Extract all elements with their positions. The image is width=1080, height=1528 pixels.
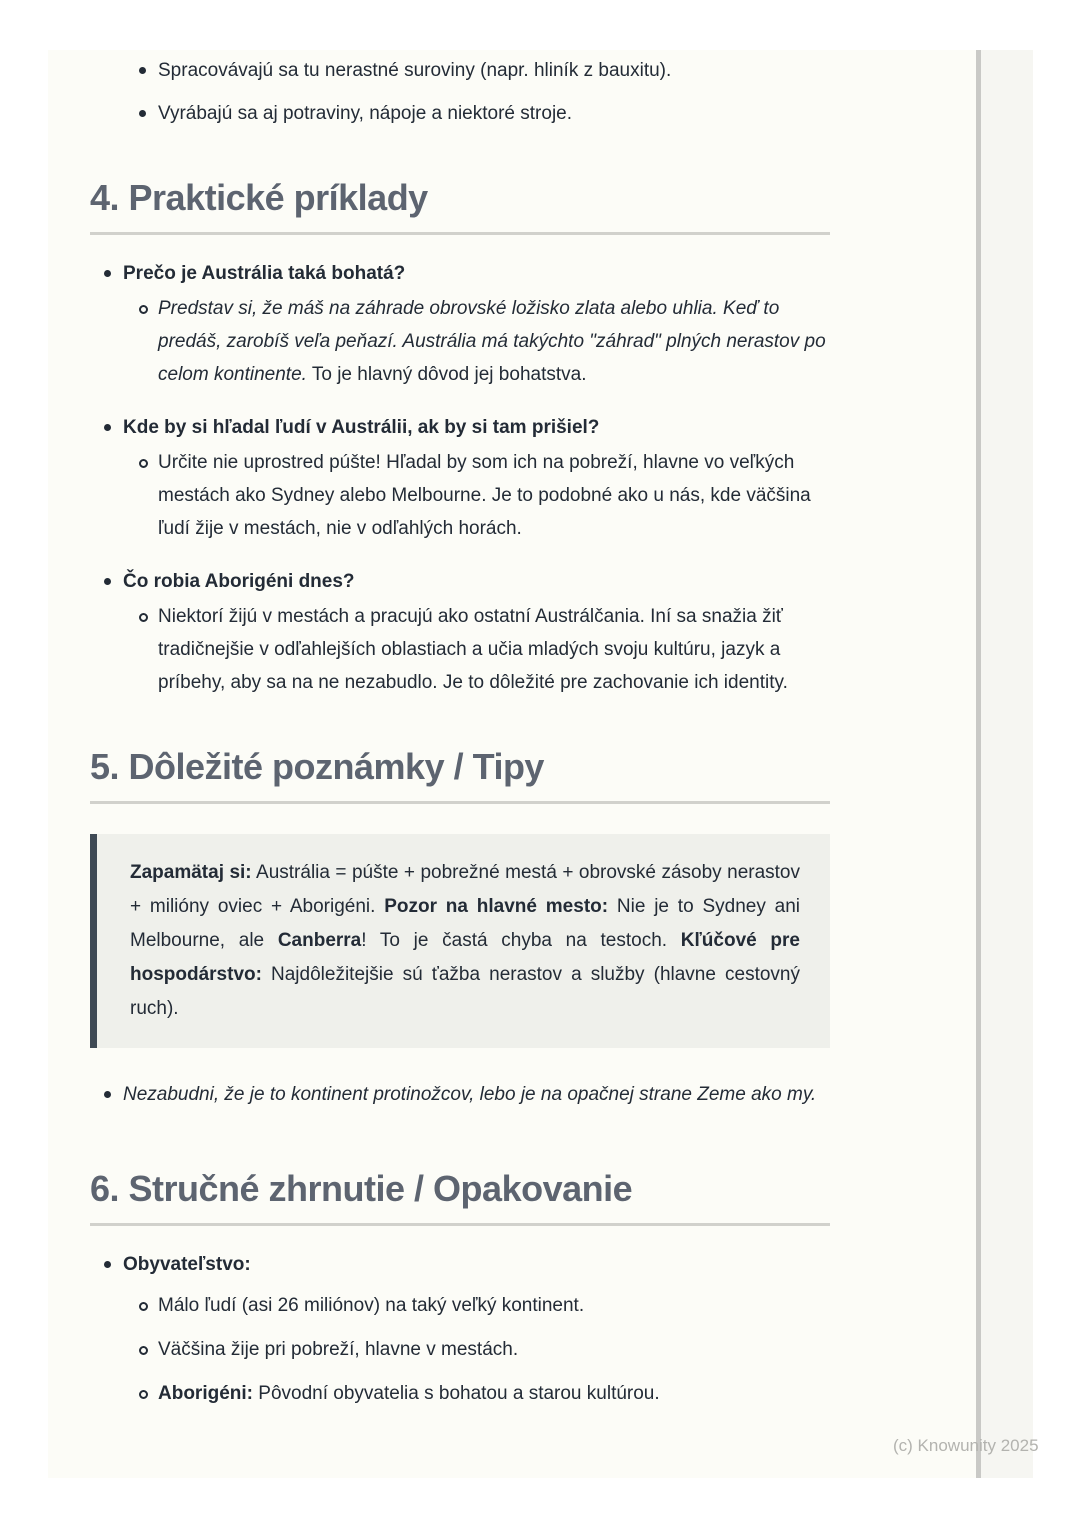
summary-point: [90, 1333, 830, 1366]
section-heading-5: 5. Dôležité poznámky / Tipy: [90, 746, 544, 787]
callout-run: Najdôležitejšie sú ťažba nerastov a služby (hlavne cestovný ruch).: [130, 964, 800, 1019]
section-divider: [90, 232, 830, 235]
document-content: [48, 50, 976, 1410]
circle-icon: [139, 446, 158, 468]
bullet-icon: [104, 411, 123, 431]
answer-italic: Predstav si, že máš na záhrade obrovské ložisko zlata alebo uhlia. Keď to predáš, zarobíš veľa peňazí. Austrália má takýchto "záhrad" plných nerastov po celom kontinente.: [158, 298, 826, 385]
bullet-icon: [104, 565, 123, 585]
answer-row: [90, 292, 830, 391]
qa-list: [90, 257, 830, 699]
question-row: [90, 565, 830, 598]
question-row: [90, 411, 830, 444]
circle-icon: [139, 600, 158, 622]
circle-icon: [139, 292, 158, 314]
circle-icon: [139, 1289, 158, 1311]
list-item: [90, 54, 830, 87]
bullet-icon: [139, 97, 158, 117]
question-text: Čo robia Aborigéni dnes?: [123, 571, 355, 592]
section-heading-6: 6. Stručné zhrnutie / Opakovanie: [90, 1168, 633, 1209]
section-divider: [90, 1223, 830, 1226]
tip-callout: [90, 834, 830, 1048]
summary-point: [90, 1377, 830, 1410]
section-heading-4: 4. Praktické príklady: [90, 177, 428, 218]
summary-point-text: [158, 1333, 830, 1366]
circle-icon: [139, 1333, 158, 1355]
callout-run: Zapamätaj si:: [130, 862, 252, 883]
scrollbar-track[interactable]: [981, 50, 1033, 1478]
callout-run: ! To je častá chyba na testoch.: [361, 930, 681, 951]
qa-item: [90, 565, 830, 699]
question-row: [90, 257, 830, 290]
copyright-watermark: (c) Knowunity 2025: [893, 1436, 1039, 1455]
qa-item: [90, 257, 830, 391]
callout-run: Nie je to Sydney ani Melbourne, ale: [130, 896, 800, 951]
point-lead: Aborigéni:: [158, 1383, 253, 1404]
list-item-text: Vyrábajú sa aj potraviny, nápoje a niektoré stroje.: [158, 103, 573, 124]
point-text: Pôvodní obyvatelia s bohatou a starou kultúrou.: [253, 1383, 660, 1404]
point-text: Väčšina žije pri pobreží, hlavne v mestách.: [158, 1339, 519, 1360]
note-row: [90, 1078, 830, 1111]
question-text: Kde by si hľadal ľudí v Austrálii, ak by si tam prišiel?: [123, 417, 600, 438]
note-text: Nezabudni, že je to kontinent protinožcov, lebo je na opačnej strane Zeme ako my.: [123, 1084, 817, 1105]
document-page: [48, 50, 976, 1478]
summary-point-text: [158, 1377, 830, 1410]
question-text: Prečo je Austrália taká bohatá?: [123, 263, 406, 284]
answer-row: [90, 446, 830, 545]
qa-item: [90, 411, 830, 545]
summary-point: [90, 1289, 830, 1322]
summary-list: [90, 1248, 830, 1410]
point-text: Málo ľudí (asi 26 miliónov) na taký veľký kontinent.: [158, 1295, 585, 1316]
list-item-text: Spracovávajú sa tu nerastné suroviny (napr. hliník z bauxitu).: [158, 60, 672, 81]
topic-text: Obyvateľstvo:: [123, 1254, 251, 1275]
answer-row: [90, 600, 830, 699]
topic-row: [90, 1248, 830, 1281]
answer-text: Niektorí žijú v mestách a pracujú ako ostatní Austrálčania. Iní sa snažia žiť tradičnejšie v odľahlejších oblastiach a učia mladých svoju kultúru, jazyk a príbehy, aby sa na ne nezabudlo. Je to dôležité pre zachovanie ich identity.: [158, 606, 788, 693]
circle-icon: [139, 1377, 158, 1399]
bullet-icon: [104, 1078, 123, 1098]
section-divider: [90, 801, 830, 804]
summary-point-text: [158, 1289, 830, 1322]
answer-text: [158, 292, 830, 391]
bullet-icon: [104, 1248, 123, 1268]
list-item: [90, 97, 830, 130]
callout-run: Canberra: [277, 930, 362, 951]
callout-run: Kľúčové pre hospodárstvo:: [130, 930, 800, 985]
callout-run: Pozor na hlavné mesto:: [384, 896, 609, 917]
bullet-icon: [104, 257, 123, 277]
callout-run: Austrália = púšte + pobrežné mestá + obrovské zásoby nerastov + milióny oviec + Aborigéni.: [130, 862, 800, 917]
bullet-icon: [139, 54, 158, 74]
answer-regular: To je hlavný dôvod jej bohatstva.: [306, 364, 587, 385]
answer-text: Určite nie uprostred púšte! Hľadal by som ich na pobreží, hlavne vo veľkých mestách ako Sydney alebo Melbourne. Je to podobné ako u nás, kde väčšina ľudí žije v mestách, nie v odľahlých horách.: [158, 452, 811, 539]
